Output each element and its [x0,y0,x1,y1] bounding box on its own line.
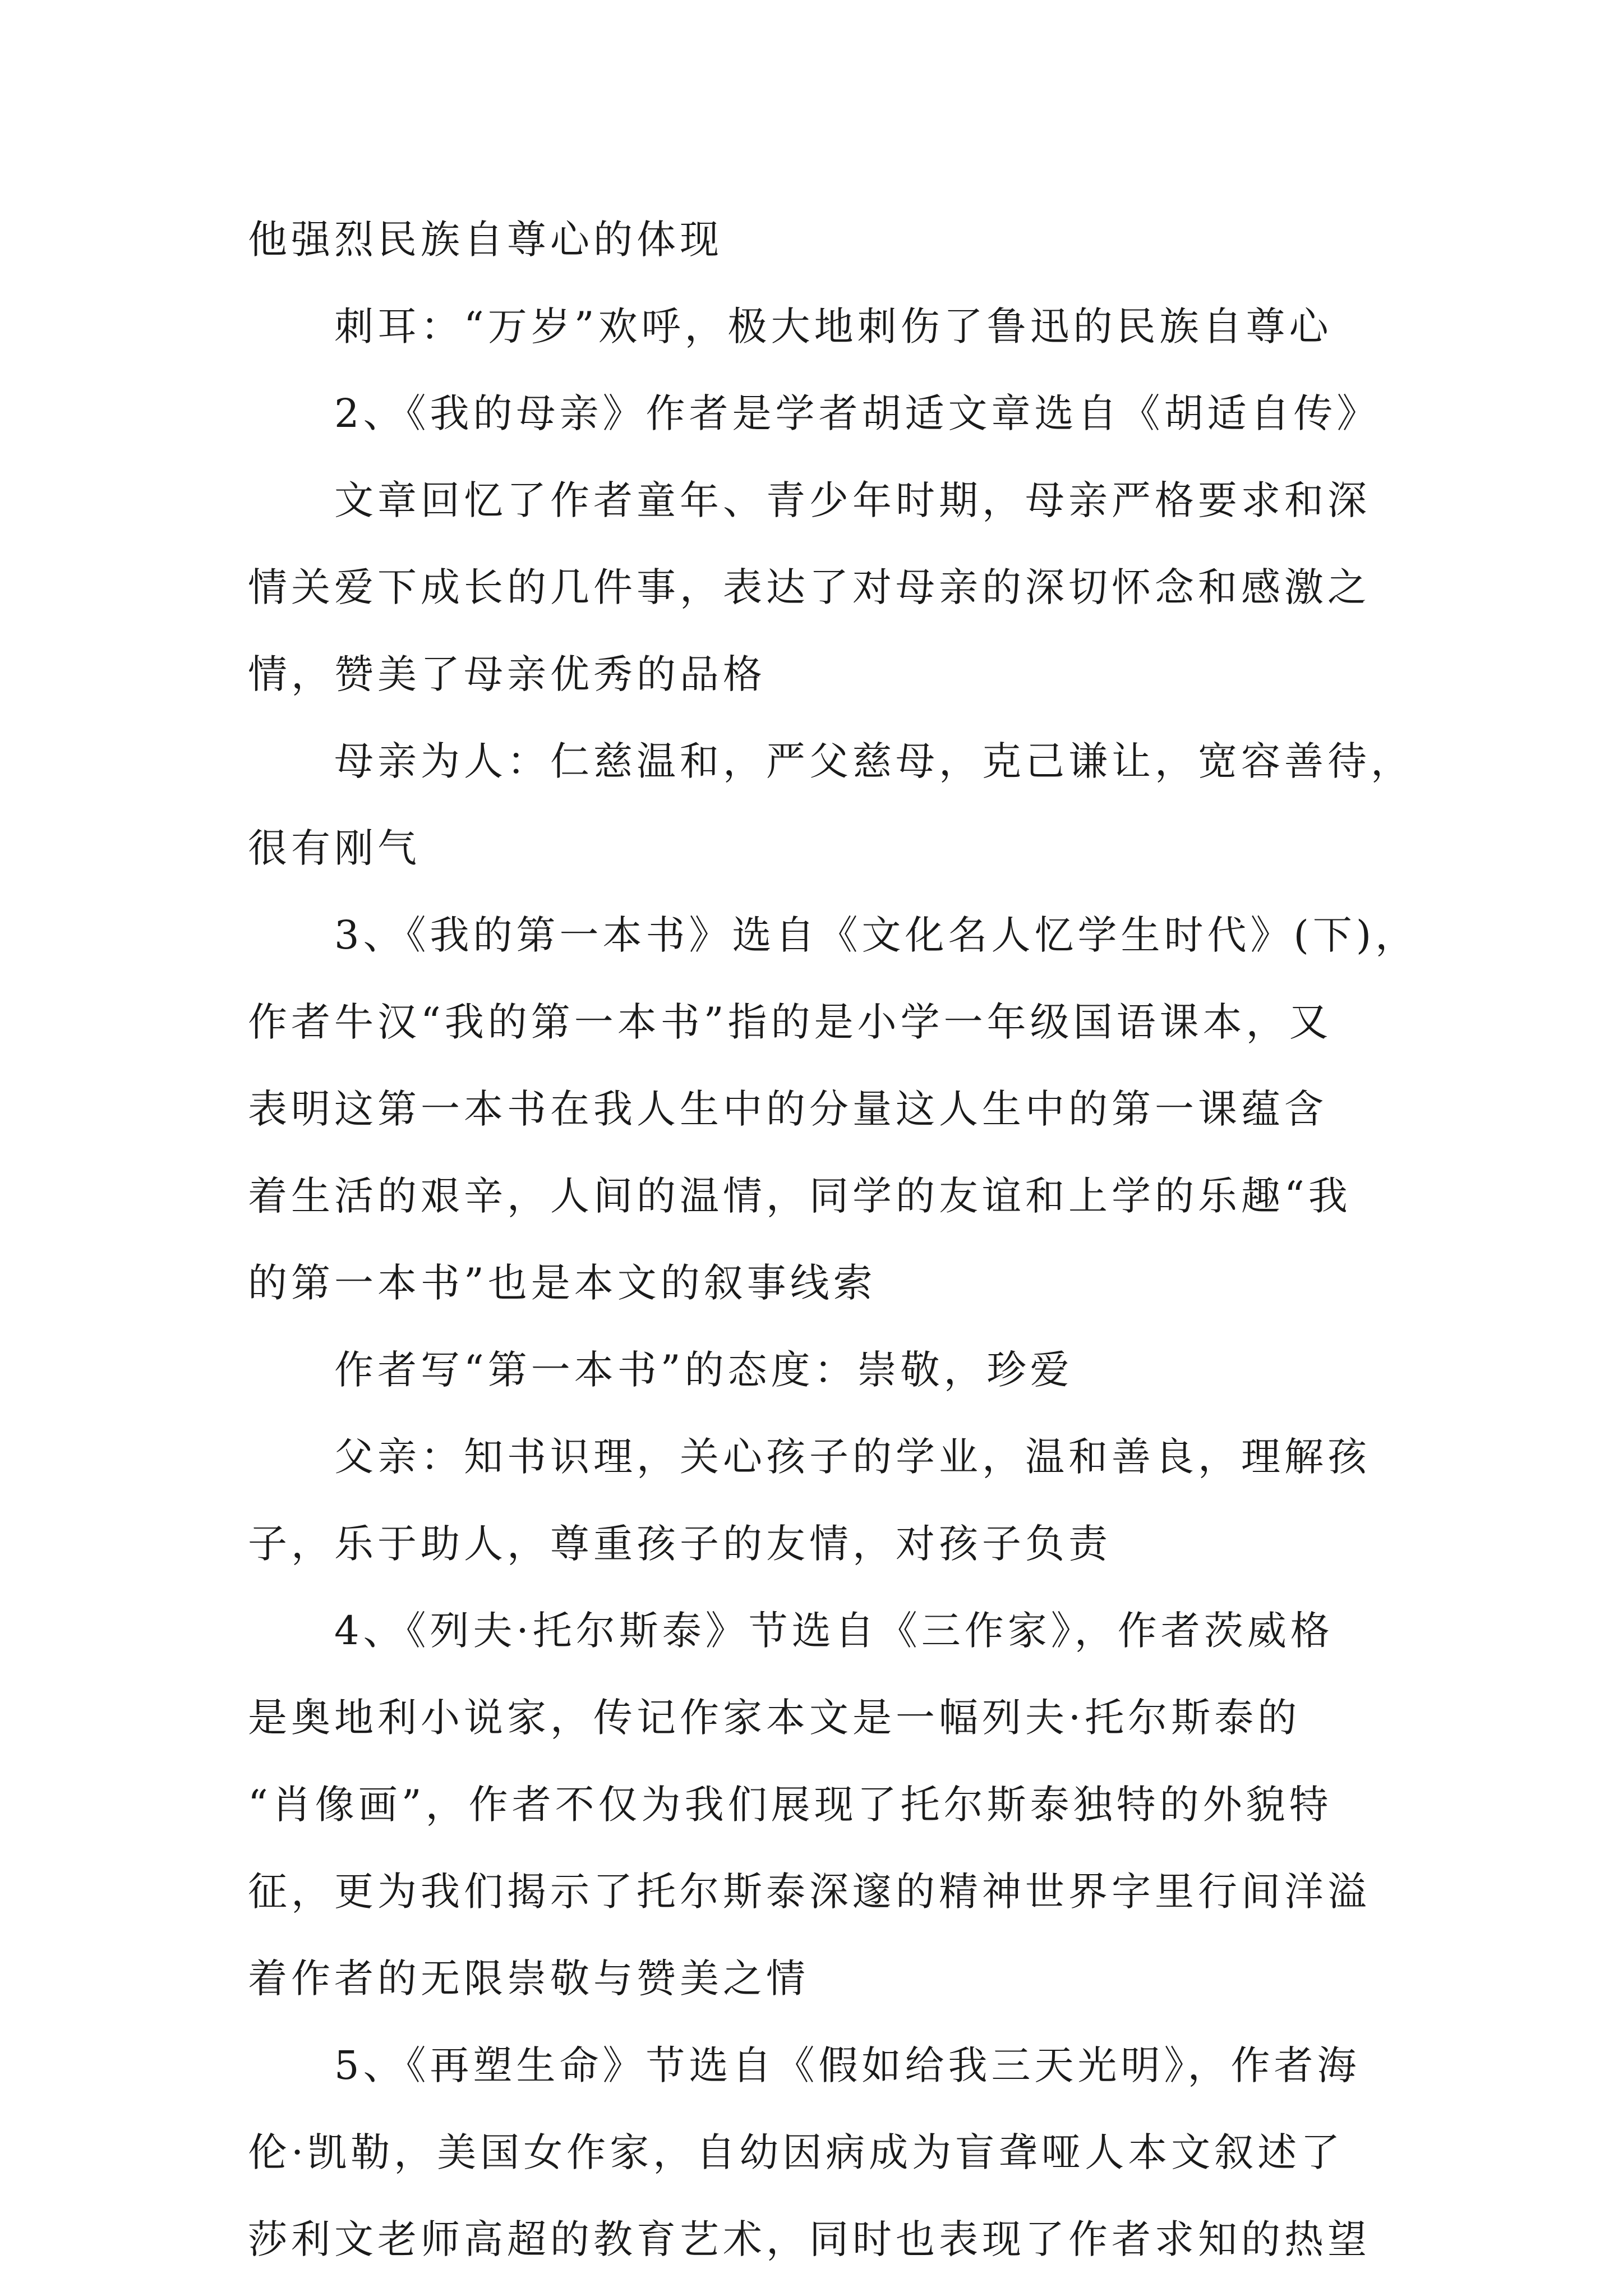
paragraph-line: 3、《我的第一本书》选自《文化名人忆学生时代》(下)， [334,912,1419,958]
paragraph-line: 他强烈民族自尊心的体现 [248,217,723,263]
paragraph-line: 作者牛汉“我的第一本书”指的是小学一年级国语课本，又 [248,999,1332,1045]
paragraph-line: 的第一本书”也是本文的叙事线索 [248,1260,877,1306]
paragraph-line: 刺耳：“万岁”欢呼，极大地刺伤了鲁迅的民族自尊心 [334,303,1332,349]
paragraph-line: “肖像画”，作者不仅为我们展现了托尔斯泰独特的外貌特 [248,1782,1332,1828]
paragraph-line: 伦·凯勒，美国女作家，自幼因病成为盲聋哑人本文叙述了 [248,2129,1344,2175]
paragraph-line: 母亲为人：仁慈温和，严父慈母，克己谦让，宽容善待， [334,738,1414,784]
paragraph-line: 情关爱下成长的几件事，表达了对母亲的深切怀念和感激之 [248,564,1371,610]
paragraph-line: 5、《再塑生命》节选自《假如给我三天光明》，作者海 [334,2042,1361,2088]
paragraph-line: 父亲：知书识理，关心孩子的学业，温和善良，理解孩 [334,1434,1371,1480]
paragraph-line: 情，赞美了母亲优秀的品格 [248,651,766,697]
paragraph-line: 莎利文老师高超的教育艺术，同时也表现了作者求知的热望 [248,2216,1371,2262]
paragraph-line: 着作者的无限崇敬与赞美之情 [248,1955,809,2001]
paragraph-line: 子，乐于助人，尊重孩子的友情，对孩子负责 [248,1521,1112,1567]
paragraph-line: 作者写“第一本书”的态度：崇敬，珍爱 [334,1347,1073,1393]
paragraph-line: 很有刚气 [248,825,421,871]
paragraph-line: 表明这第一本书在我人生中的分量这人生中的第一课蕴含 [248,1086,1327,1132]
paragraph-line: 征，更为我们揭示了托尔斯泰深邃的精神世界字里行间洋溢 [248,1869,1371,1915]
paragraph-line: 4、《列夫·托尔斯泰》节选自《三作家》，作者茨威格 [334,1608,1334,1654]
paragraph-line: 着生活的艰辛，人间的温情，同学的友谊和上学的乐趣“我 [248,1173,1352,1219]
paragraph-line: 2、《我的母亲》作者是学者胡适文章选自《胡适自传》 [334,390,1380,436]
paragraph-line: 文章回忆了作者童年、青少年时期，母亲严格要求和深 [334,477,1371,523]
paragraph-line: 是奥地利小说家，传记作家本文是一幅列夫·托尔斯泰的 [248,1695,1301,1741]
